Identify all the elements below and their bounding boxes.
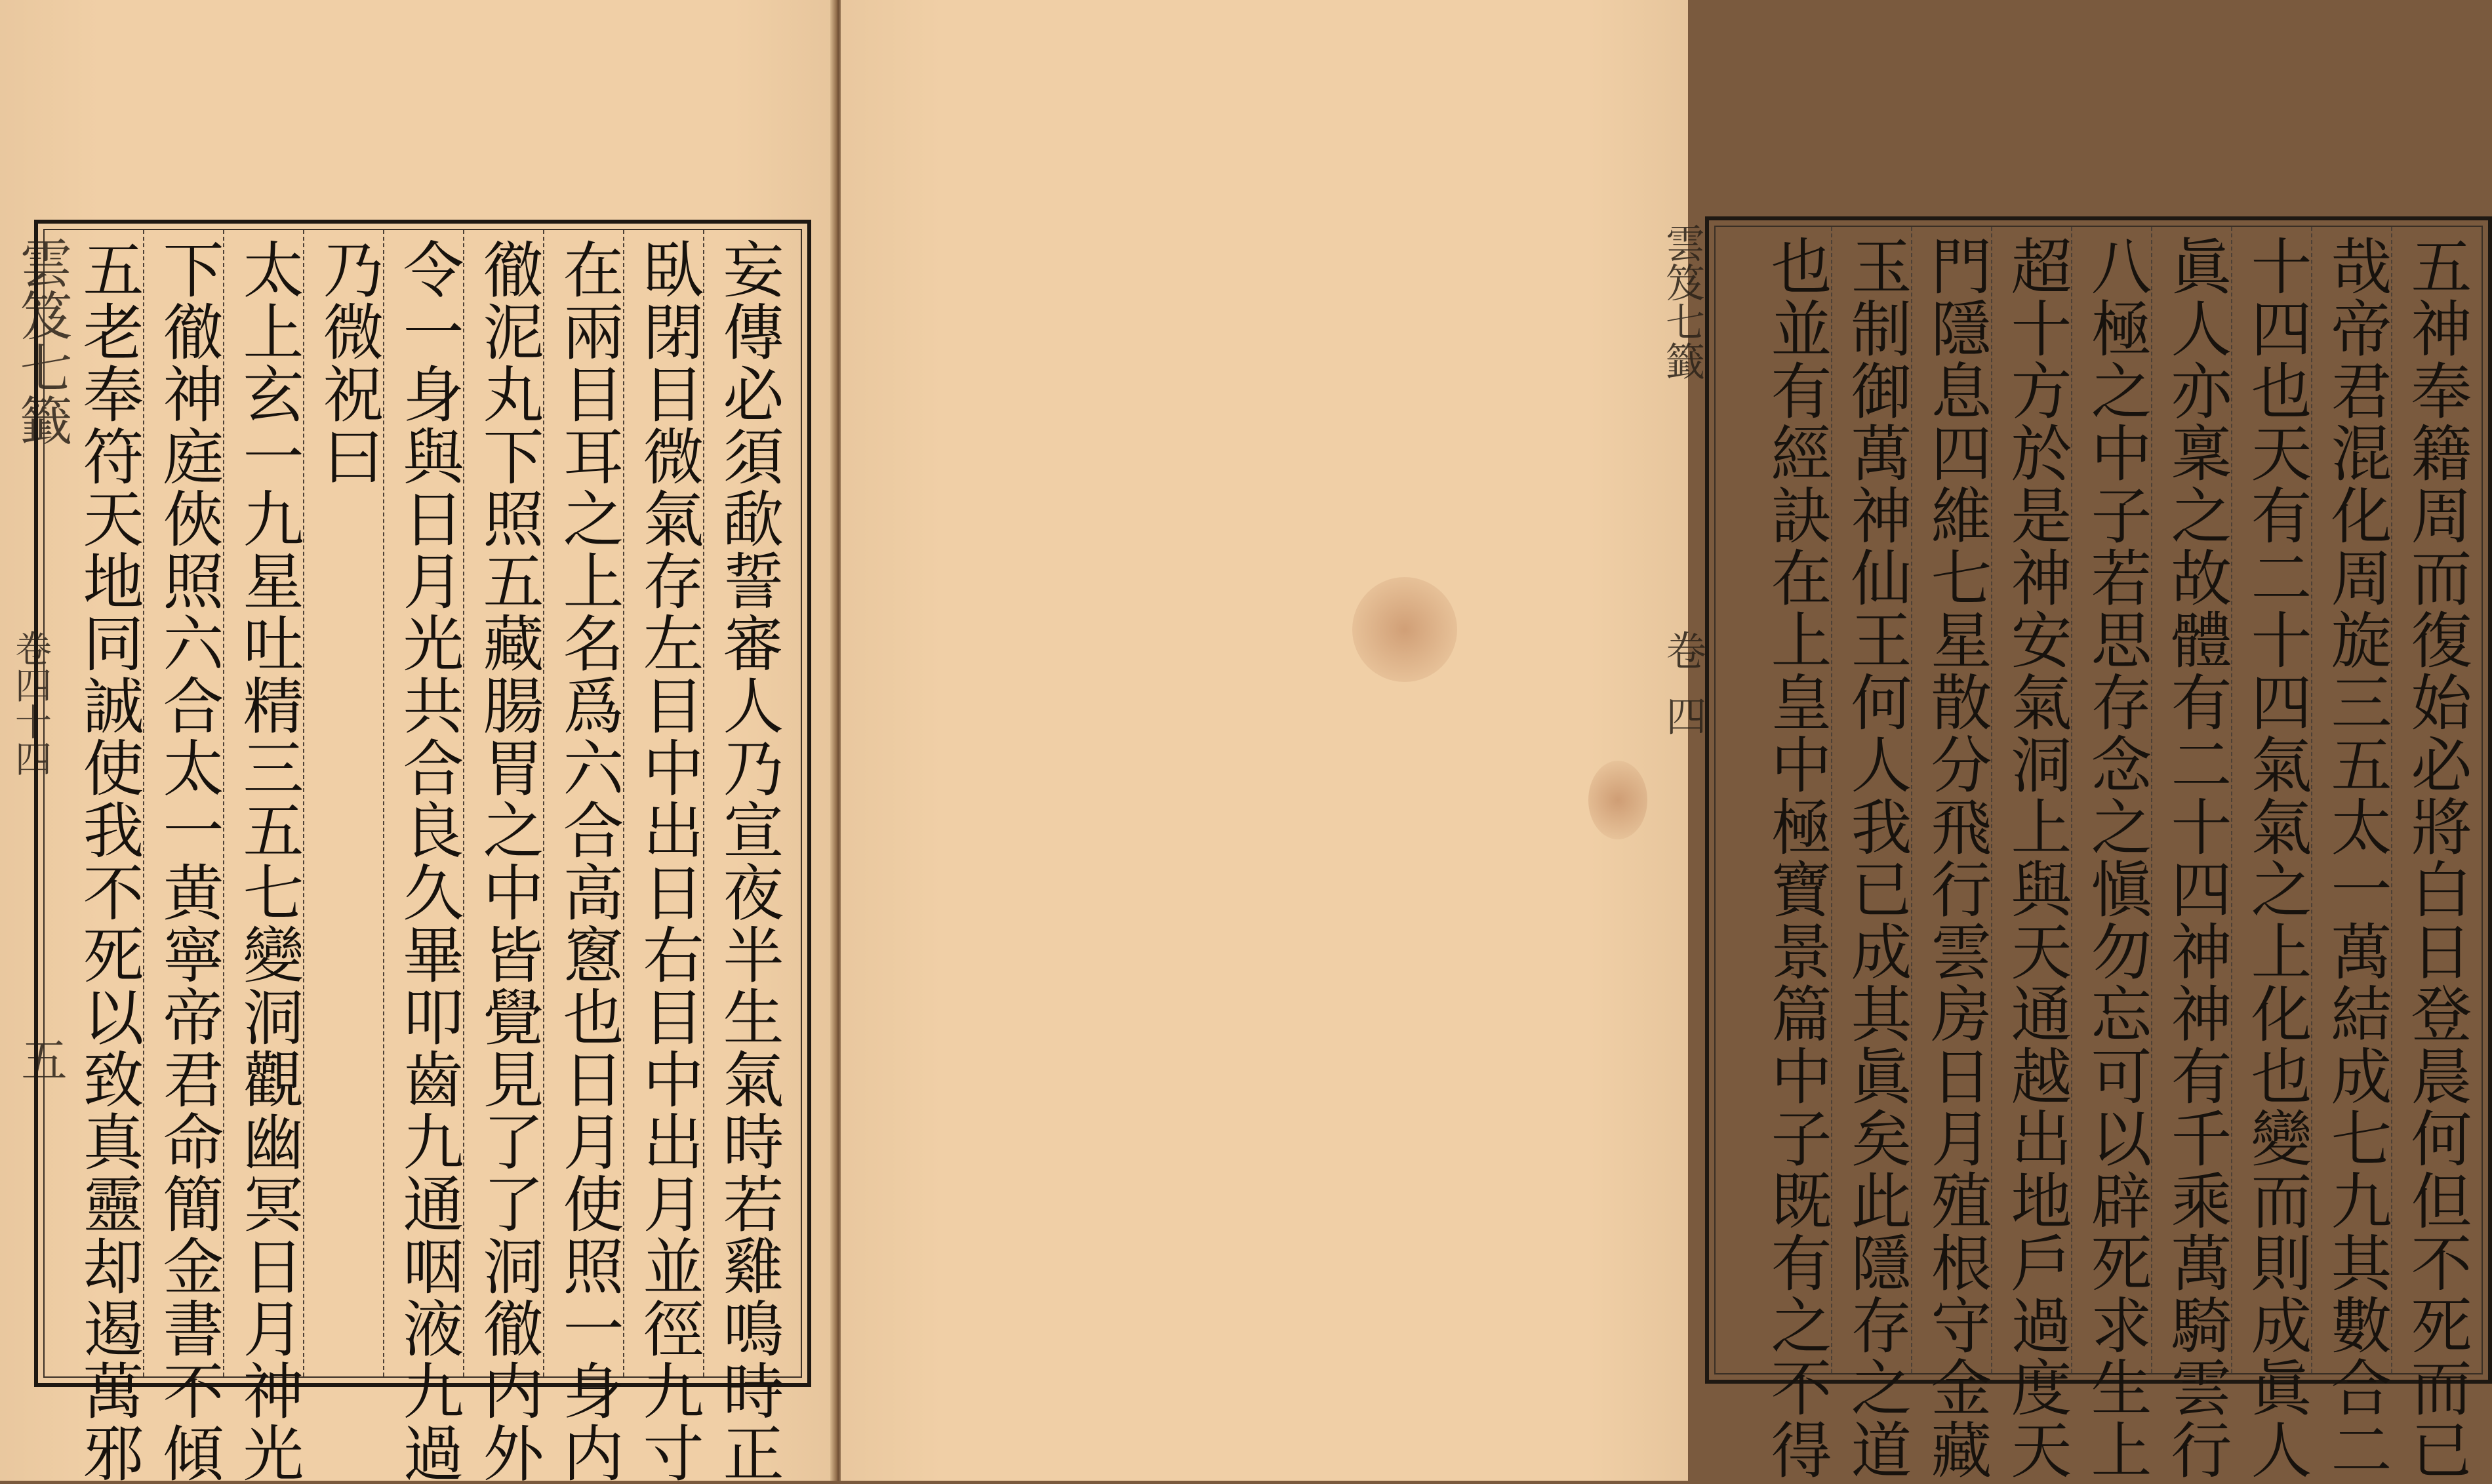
text-column: 玉制御萬神仙王何人我已成其眞矣此隱存之道 xyxy=(1841,235,1912,1481)
text-column: 五老奉符天地同誠使我不死以致真靈却遏萬邪 xyxy=(73,238,144,1484)
text-column: 徹泥丸下照五藏腸胃之中皆覺見了了洞徹内外 xyxy=(473,238,544,1484)
left-page-margin-title: 雲笈七籤 xyxy=(11,236,72,446)
text-column: 五神奉籍周而復始必將白日登晨何但不死而已 xyxy=(2401,235,2472,1481)
text-column: 八極之中子若思存念之愼勿忘可以辟死求生上 xyxy=(2081,235,2152,1481)
text-column: 臥閉目微氣存左目中出日右目中出月並徑九寸 xyxy=(633,238,704,1484)
text-column: 十四也天有二十四氣氣之上化也變而則成眞人 xyxy=(2241,235,2312,1481)
paper-stain xyxy=(1588,761,1647,839)
text-column: 哉帝君混化周旋三五太一萬結成七九其數合二 xyxy=(2321,235,2392,1481)
right-page-margin-title: 雲笈七籤 xyxy=(1659,223,1705,380)
right-page-margin-volume: 卷 xyxy=(1659,630,1707,670)
text-column: 令一身與日月光共合良久畢叩齒九通咽液九過 xyxy=(393,238,464,1484)
text-column: 也並有經訣在上皇中極寶景篇中子既有之不得 xyxy=(1761,235,1832,1481)
left-page xyxy=(0,0,834,1484)
text-column: 乃微祝曰 xyxy=(313,238,384,487)
text-column: 在兩目耳之上名爲六合高窻也日月使照一身内 xyxy=(553,238,624,1484)
text-column: 太上玄一九星吐精三五七變洞觀幽冥日月神光 xyxy=(233,238,304,1484)
right-page-margin-page: 四 xyxy=(1659,695,1707,736)
paper-stain xyxy=(1352,577,1457,682)
right-text-frame xyxy=(1705,216,2492,1481)
left-page-margin-volume: 卷四十四 xyxy=(9,630,52,776)
text-column: 超十方於是神安氣洞上與天通越出地戶過度天 xyxy=(2001,235,2072,1481)
text-column: 下徹神庭俠照六合太一黄寧帝君命簡金書不傾 xyxy=(153,238,224,1484)
text-column: 妄傳必須歃誓審人乃宣夜半生氣時若雞鳴時正 xyxy=(713,238,784,1484)
text-column: 眞人亦稟之故體有二十四神神有千乘萬騎雲行 xyxy=(2161,235,2232,1481)
left-text-frame xyxy=(34,220,811,1484)
right-page xyxy=(841,0,2472,1481)
text-column: 門隱息四維七星散分飛行雲房日月殖根守金藏 xyxy=(1921,235,1992,1481)
left-page-margin-page: 五 xyxy=(14,1036,68,1082)
